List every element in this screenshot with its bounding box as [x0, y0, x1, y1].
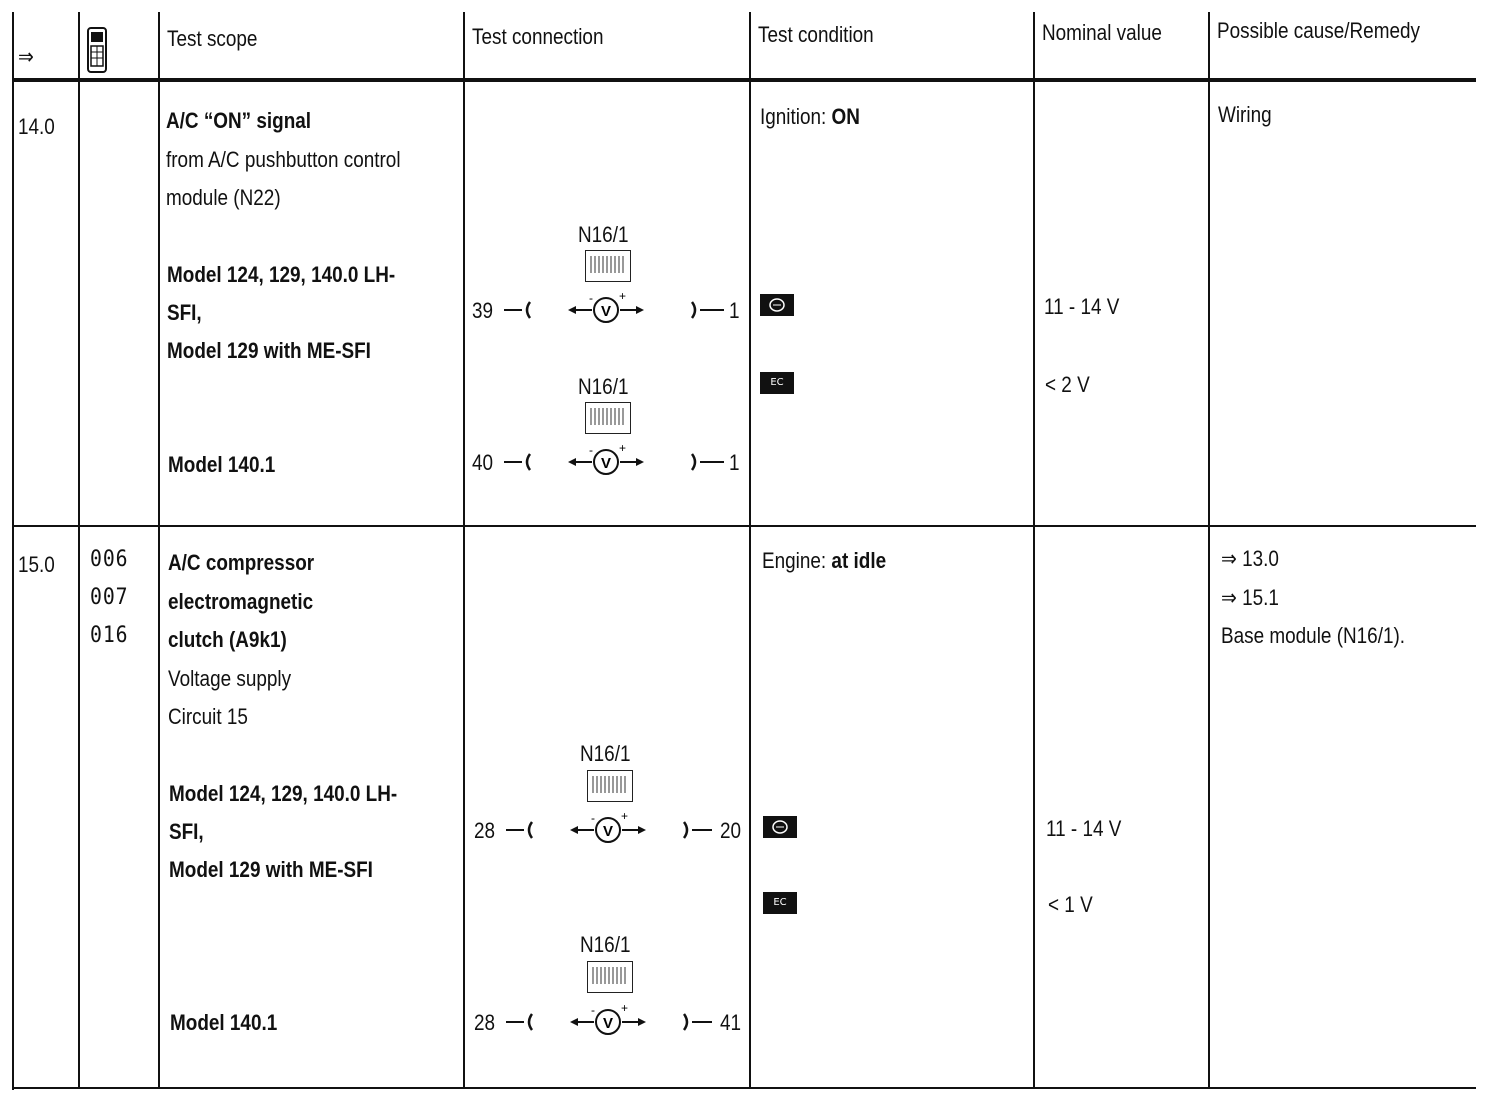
module-label: N16/1 — [580, 741, 631, 766]
connection-diagram — [504, 1002, 744, 1038]
svg-text:V: V — [600, 303, 612, 320]
test-condition — [760, 104, 860, 130]
header-test-condition: Test condition — [758, 22, 874, 47]
fault-code: 007 — [90, 585, 129, 610]
ec-icon: EC — [760, 372, 794, 394]
column-divider — [1208, 12, 1210, 1089]
svg-text:-: - — [589, 291, 593, 305]
pin-left: 28 — [474, 818, 496, 843]
connection-diagram — [502, 442, 742, 478]
scope-title: A/C “ON” signal — [166, 108, 312, 133]
pin-left: 40 — [472, 450, 494, 475]
module-box-icon — [585, 402, 631, 434]
scope-line: module (N22) — [166, 185, 281, 210]
pin-right: 41 — [720, 1010, 742, 1035]
header-test-connection: Test connection — [472, 24, 604, 49]
column-divider — [78, 12, 80, 1089]
model-line: Model 124, 129, 140.0 LH- — [169, 781, 398, 806]
test-condition — [762, 548, 886, 574]
svg-text:-: - — [591, 1003, 595, 1017]
svg-text:+: + — [621, 1002, 629, 1015]
remedy-line: ⇒ 15.1 — [1221, 585, 1279, 610]
svg-text:V: V — [602, 823, 614, 840]
svg-text:V: V — [600, 455, 612, 472]
scope-line: from A/C pushbutton control — [166, 147, 401, 172]
module-box-icon — [585, 250, 631, 282]
model-line: Model 140.1 — [168, 452, 276, 477]
svg-text:+: + — [619, 442, 627, 455]
condition-value: at idle — [831, 548, 887, 573]
model-line: SFI, — [167, 300, 202, 325]
header-possible-cause: Possible cause/Remedy — [1217, 18, 1420, 43]
model-line: Model 129 with ME-SFI — [167, 338, 371, 363]
column-divider — [1033, 12, 1035, 1089]
connection-diagram — [502, 290, 742, 326]
tester-icon — [86, 26, 108, 74]
pin-left: 28 — [474, 1010, 496, 1035]
scope-title: electromagnetic — [168, 589, 314, 614]
module-label: N16/1 — [578, 374, 629, 399]
pin-left: 39 — [472, 298, 494, 323]
step-number: 14.0 — [18, 114, 55, 139]
header-arrow: ⇒ — [18, 44, 34, 69]
header-test-scope: Test scope — [167, 26, 258, 51]
fault-code: 006 — [90, 547, 129, 572]
header-rule — [12, 78, 1476, 82]
svg-text:-: - — [591, 811, 595, 825]
condition-value: ON — [831, 104, 860, 129]
row-divider — [12, 525, 1476, 527]
condition-label: Engine: — [762, 548, 832, 573]
step-number: 15.0 — [18, 552, 55, 577]
module-label: N16/1 — [580, 932, 631, 957]
ec-icon: EC — [763, 892, 797, 914]
scope-title: clutch (A9k1) — [168, 627, 287, 652]
svg-text:V: V — [602, 1015, 614, 1032]
table-border-bottom — [12, 1087, 1476, 1089]
condition-label: Ignition: — [760, 104, 832, 129]
ac-on-icon — [760, 294, 794, 316]
pin-right: 1 — [729, 298, 740, 323]
fault-code: 016 — [90, 623, 129, 648]
remedy-line: Wiring — [1218, 102, 1272, 127]
ac-on-icon — [763, 816, 797, 838]
column-divider — [463, 12, 465, 1089]
nominal-value: < 1 V — [1048, 892, 1093, 917]
module-label: N16/1 — [578, 222, 629, 247]
scope-title: A/C compressor — [168, 550, 315, 575]
table-border-left — [12, 12, 14, 1090]
nominal-value: 11 - 14 V — [1044, 294, 1120, 319]
model-line: Model 124, 129, 140.0 LH- — [167, 262, 396, 287]
pin-right: 1 — [729, 450, 740, 475]
module-box-icon — [587, 770, 633, 802]
connection-diagram — [504, 810, 744, 846]
model-line: Model 129 with ME-SFI — [169, 857, 373, 882]
nominal-value: 11 - 14 V — [1046, 816, 1122, 841]
svg-text:-: - — [589, 443, 593, 457]
remedy-line: Base module (N16/1). — [1221, 623, 1406, 648]
remedy-line: ⇒ 13.0 — [1221, 546, 1279, 571]
scope-line: Circuit 15 — [168, 704, 248, 729]
svg-text:+: + — [619, 290, 627, 303]
scope-line: Voltage supply — [168, 666, 292, 691]
pin-right: 20 — [720, 818, 742, 843]
column-divider — [749, 12, 751, 1089]
header-nominal-value: Nominal value — [1042, 20, 1162, 45]
model-line: SFI, — [169, 819, 204, 844]
model-line: Model 140.1 — [170, 1010, 278, 1035]
module-box-icon — [587, 961, 633, 993]
nominal-value: < 2 V — [1045, 372, 1090, 397]
svg-text:+: + — [621, 810, 629, 823]
column-divider — [158, 12, 160, 1089]
